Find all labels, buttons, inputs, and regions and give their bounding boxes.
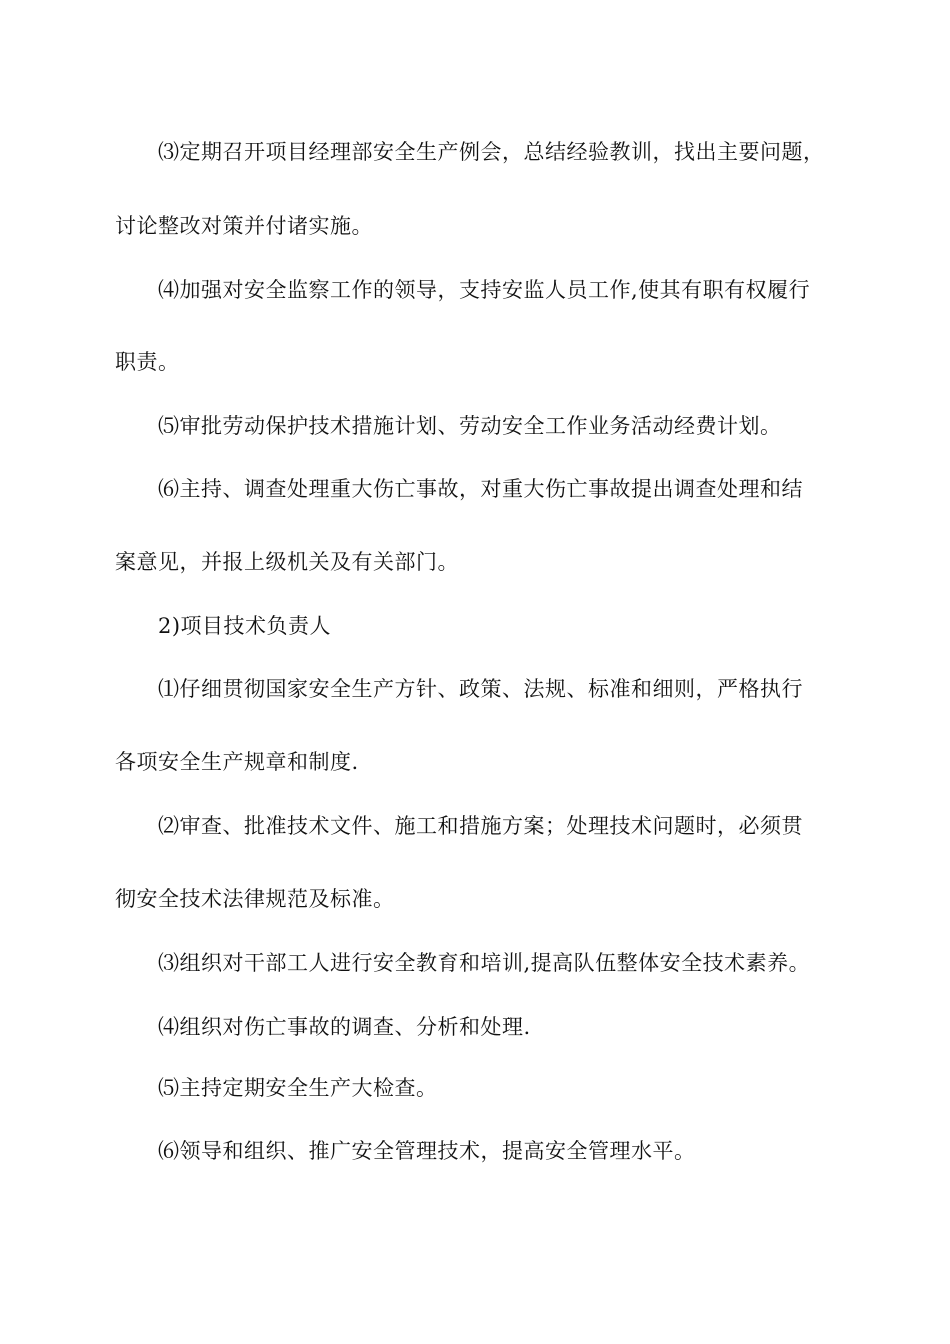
paragraph-line: ⑵审查、批准技术文件、施工和措施方案；处理技术问题时，必须贯 [158,814,803,838]
section-heading: 2)项目技术负责人 [158,614,332,638]
paragraph-line: ⑸审批劳动保护技术措施计划、劳动安全工作业务活动经费计划。 [158,414,782,438]
paragraph-line: ⑷加强对安全监察工作的领导，支持安监人员工作,使其有职有权履行 [158,278,811,302]
paragraph-line: ⑹主持、调查处理重大伤亡事故，对重大伤亡事故提出调查处理和结 [158,477,803,501]
paragraph-line: ⑸主持定期安全生产大检查。 [158,1076,438,1100]
paragraph-line: 案意见，并报上级机关及有关部门。 [115,550,459,574]
paragraph-line: 各项安全生产规章和制度. [115,750,359,774]
paragraph-line: ⑶组织对干部工人进行安全教育和培训,提高队伍整体安全技术素养。 [158,951,811,975]
paragraph-line: 职责。 [115,350,180,374]
paragraph-line: ⑷组织对伤亡事故的调查、分析和处理. [158,1015,531,1039]
paragraph-line: ⑴仔细贯彻国家安全生产方针、政策、法规、标准和细则，严格执行 [158,677,803,701]
paragraph-line: 讨论整改对策并付诸实施。 [115,214,373,238]
paragraph-line: ⑹领导和组织、推广安全管理技术，提高安全管理水平。 [158,1139,696,1163]
paragraph-line: ⑶定期召开项目经理部安全生产例会，总结经验教训，找出主要问题， [158,140,825,164]
paragraph-line: 彻安全技术法律规范及标准。 [115,887,395,911]
